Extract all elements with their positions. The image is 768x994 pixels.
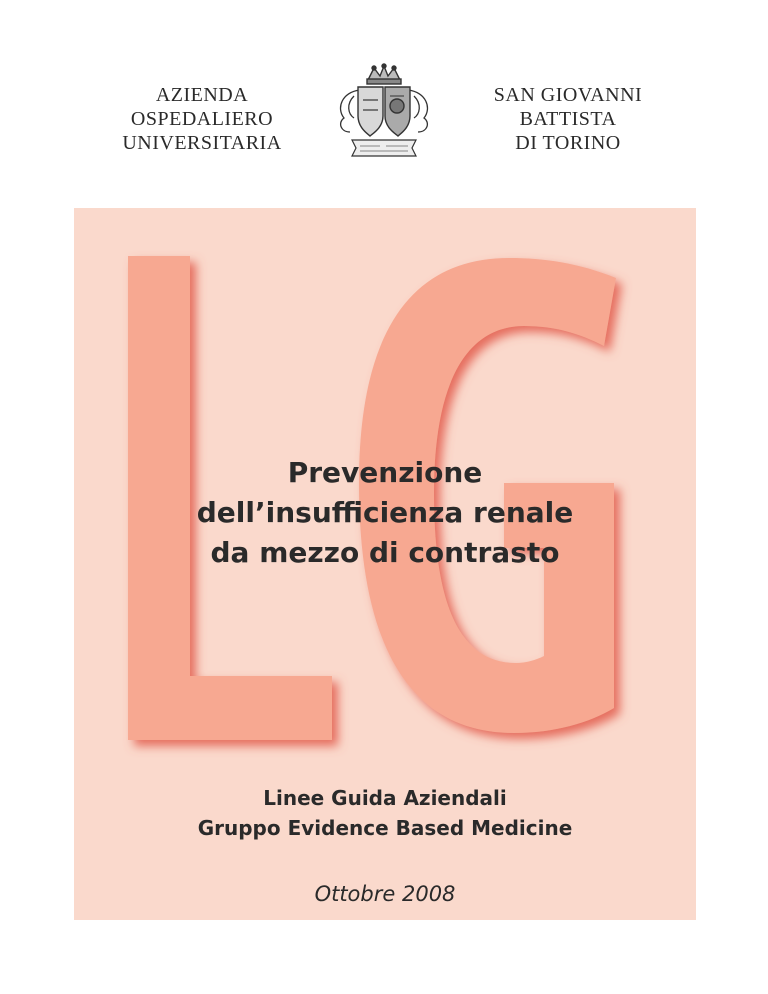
org-right-line-2: BATTISTA (519, 108, 617, 130)
organization-name-left (108, 83, 296, 155)
subtitle-line-1: Linee Guida Aziendali (263, 786, 507, 810)
org-left-line-2: OSPEDALIERO (130, 108, 274, 130)
cover-panel (74, 208, 696, 920)
publication-date: Ottobre 2008 (314, 882, 456, 906)
title-line-2: dell’insufficienza renale (196, 496, 574, 529)
document-subtitle (74, 783, 696, 843)
org-left-line-3: UNIVERSITARIA (122, 132, 282, 154)
title-line-1: Prevenzione (287, 456, 483, 489)
subtitle-line-2: Gruppo Evidence Based Medicine (197, 816, 573, 840)
organization-name-right (478, 83, 658, 155)
document-title (74, 453, 696, 573)
page-header (0, 0, 768, 200)
org-right-line-3: DI TORINO (515, 132, 621, 154)
coat-of-arms-icon (330, 60, 438, 160)
org-left-line-1: AZIENDA (155, 84, 249, 106)
org-right-line-1: SAN GIOVANNI (493, 84, 643, 106)
title-line-3: da mezzo di contrasto (210, 536, 560, 569)
